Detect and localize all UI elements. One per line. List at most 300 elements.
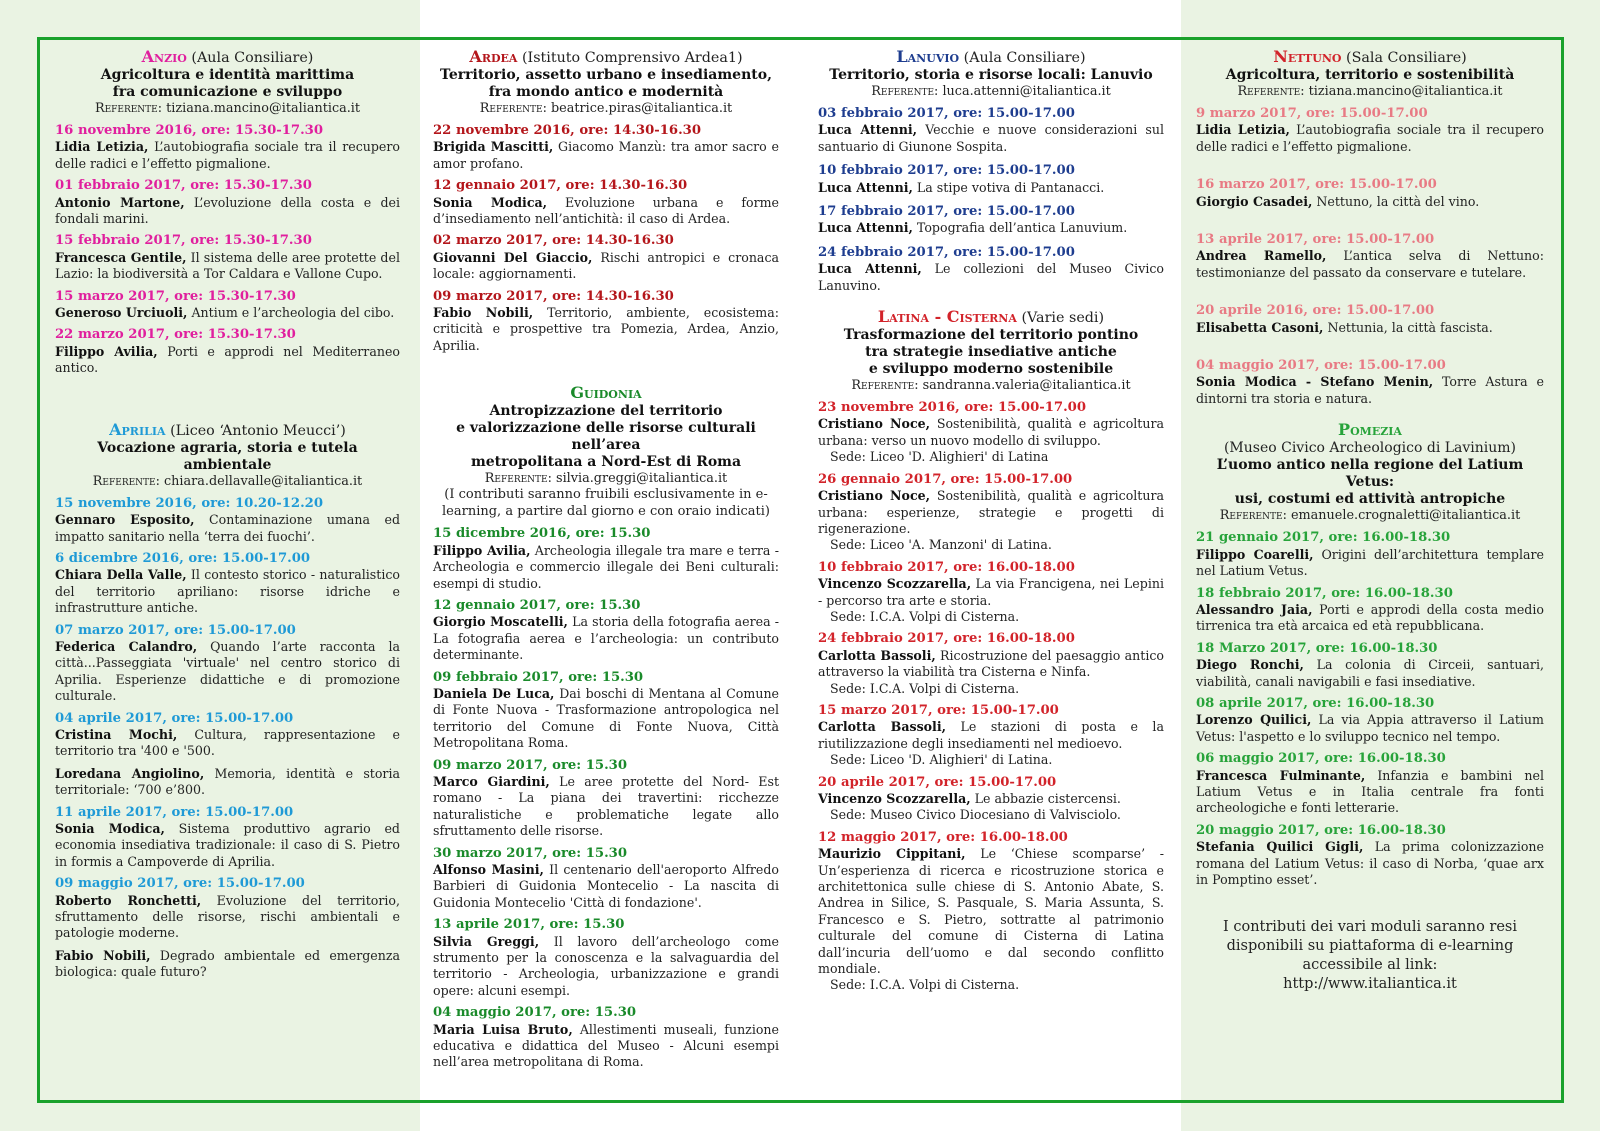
event-item xyxy=(1196,232,1544,281)
event-speaker: Stefania Quilici Gigli, xyxy=(1196,839,1364,855)
column-2 xyxy=(433,48,779,1085)
column-1 xyxy=(55,48,400,995)
city-name: Pomezia xyxy=(1338,420,1402,440)
event-speaker: Gennaro Esposito, xyxy=(55,512,195,528)
event-item xyxy=(818,631,1164,697)
event-date: 17 febbraio 2017, ore: 15.00-17.00 xyxy=(818,204,1075,220)
event-item xyxy=(818,703,1164,769)
section-subtitle: Agricoltura, territorio e sostenibilità xyxy=(1225,67,1515,83)
event-title: Porti e approdi nel Mediterraneo antico. xyxy=(55,343,400,376)
event-description xyxy=(55,344,400,375)
section-anzio xyxy=(55,48,400,377)
event-description xyxy=(1196,602,1544,633)
event-item xyxy=(55,123,400,172)
event-title: Giacomo Manzù: tra amor sacro e amor profano. xyxy=(433,139,779,171)
event-title: Ricostruzione del paesaggio antico attraverso la viabilità tra Cisterna e Ninfa. xyxy=(818,647,1164,680)
city-name: Nettuno xyxy=(1273,47,1342,66)
event-item xyxy=(55,327,400,376)
section-subtitle: Territorio, storia e risorse locali: Lanuvio xyxy=(829,67,1153,83)
section-heading xyxy=(433,48,779,67)
event-date: 09 marzo 2017, ore: 15.30 xyxy=(433,757,628,773)
event-item xyxy=(55,178,400,227)
event-description xyxy=(433,686,779,750)
event-date: 20 maggio 2017, ore: 16.00-18.30 xyxy=(1196,822,1446,838)
elearning-note: (I contributi saranno fruibili esclusivamente in e-learning, a partire dal giorno e con oraio indicati) xyxy=(442,487,770,519)
event-date: 15 dicembre 2016, ore: 15.30 xyxy=(433,526,651,542)
event-speaker: Giorgio Moscatelli, xyxy=(433,614,568,630)
event-item xyxy=(55,233,400,282)
event-title: Porti e approdi della costa medio tirrenica tra età arcaica ed età repubblicana. xyxy=(1196,601,1544,634)
event-date: 09 febbraio 2017, ore: 15.30 xyxy=(433,669,644,685)
referente-email: tiziana.mancino@italiantica.it xyxy=(1308,84,1503,99)
referente xyxy=(433,471,779,487)
city-name: Latina - Cisterna xyxy=(877,307,1017,327)
city-name: Aprilia xyxy=(109,419,166,439)
event-description xyxy=(818,122,1164,153)
event-item xyxy=(818,400,1164,466)
left-margin-band xyxy=(0,0,37,1131)
event-speaker: Vincenzo Scozzarella, xyxy=(818,791,971,806)
event-date: 12 maggio 2017, ore: 16.00-18.00 xyxy=(818,829,1068,845)
event-venue: Sede: Liceo 'A. Manzoni' di Latina. xyxy=(830,537,1052,553)
event-list xyxy=(433,123,779,354)
event-title: L’autobiografia sociale tra il recupero delle radici e l’effetto pigmalione. xyxy=(55,139,400,171)
footer-line: accessibile al link: xyxy=(1302,957,1438,974)
event-title: Le collezioni del Museo Civico Lanuvino. xyxy=(818,261,1164,293)
event-speaker: Andrea Ramello, xyxy=(1196,248,1327,264)
event-date: 20 aprile 2017, ore: 15.00-17.00 xyxy=(818,774,1057,790)
event-venue: Sede: I.C.A. Volpi di Cisterna. xyxy=(830,680,1020,696)
event-title: La colonia di Circeii, santuari, viabilità, canali navigabili e fasi insediative. xyxy=(1196,657,1544,689)
section-pomezia xyxy=(1196,421,1544,888)
event-title: Territorio, ambiente, ecosistema: criticità e prospettive tra Pomezia, Ardea, Anzio, Aprilia. xyxy=(433,305,779,353)
event-item xyxy=(55,623,400,705)
referente xyxy=(818,84,1164,100)
referente xyxy=(1196,84,1544,100)
section-subtitle: metropolitana a Nord-Est di Roma xyxy=(470,454,742,471)
section-subtitle: fra comunicazione e sviluppo xyxy=(112,84,343,100)
event-item xyxy=(433,1005,779,1071)
event-title: Il lavoro dell’archeologo come strumento per la conoscenza e la salvaguardia del territorio - Archeologia, urbanizzazione e grandi opere: alcuni esempi. xyxy=(433,933,779,998)
event-date: 18 Marzo 2017, ore: 16.00-18.30 xyxy=(1196,640,1438,656)
section-latina xyxy=(818,308,1164,994)
event-date: 06 maggio 2017, ore: 16.00-18.30 xyxy=(1196,751,1446,767)
event-speaker: Sonia Modica, xyxy=(433,194,548,210)
event-description xyxy=(55,567,400,615)
event-speaker: Diego Ronchi, xyxy=(1196,657,1304,673)
event-date: 23 novembre 2016, ore: 15.00-17.00 xyxy=(818,400,1087,416)
event-date: 26 gennaio 2017, ore: 15.00-17.00 xyxy=(818,471,1073,487)
section-subtitle: Territorio, assetto urbano e insediamento, xyxy=(440,67,772,83)
section-lanuvio xyxy=(818,48,1164,294)
referente xyxy=(55,101,400,117)
event-title: Quando l’arte racconta la città...Passeggiata 'virtuale' nel centro storico di Aprilia. Esperienze didattiche e di promozione culturale. xyxy=(55,638,400,704)
venue: (Museo Civico Archeologico di Lavinium) xyxy=(1223,440,1517,457)
event-speaker: Luca Attenni, xyxy=(818,179,913,195)
section-heading xyxy=(433,384,779,403)
event-description xyxy=(433,1022,779,1070)
event-description xyxy=(55,139,400,170)
event-title: Archeologia illegale tra mare e terra - Archeologia e commercio illegale dei Beni culturali: esempi di studio. xyxy=(433,542,779,591)
venue: (Aula Consiliare) xyxy=(963,50,1086,66)
referente-label: Referente: xyxy=(94,101,163,116)
event-title: Topografia dell’antica Lanuvium. xyxy=(916,220,1128,236)
event-item xyxy=(433,758,779,840)
referente-label: Referente: xyxy=(1237,84,1305,99)
event-title: Cultura, rappresentazione e territorio tra '400 e '500. xyxy=(55,726,400,759)
event-date: 10 febbraio 2017, ore: 15.00-17.00 xyxy=(818,163,1075,179)
footer-line: disponibili su piattaforma di e-learning xyxy=(1226,938,1514,955)
event-description xyxy=(818,180,1104,195)
event-speaker: Luca Attenni, xyxy=(818,261,922,277)
referente xyxy=(1196,508,1544,524)
event-date: 30 marzo 2017, ore: 15.30 xyxy=(433,845,628,861)
event-description xyxy=(818,791,1121,806)
event-list xyxy=(55,496,400,981)
event-item xyxy=(55,496,400,545)
event-description xyxy=(1196,122,1544,153)
event-date: 07 marzo 2017, ore: 15.00-17.00 xyxy=(55,622,296,638)
event-title: Evoluzione del territorio, sfruttamento delle risorse, rischi ambientali e patologie moderne. xyxy=(55,892,400,941)
event-list xyxy=(1196,530,1544,888)
event-list xyxy=(55,123,400,377)
event-title: Le aree protette del Nord- Est romano - La piana dei travertini: ricchezze naturalistiche e problematiche legate allo sfruttamento delle risorse. xyxy=(433,773,780,839)
event-description xyxy=(55,821,400,869)
event-item xyxy=(433,670,779,752)
event-title: Sostenibilità, qualità e agricoltura urbana: esperienze, strategie e progetti di rigenerazione. xyxy=(818,488,1165,536)
event-description xyxy=(55,250,400,281)
event-date: 6 dicembre 2016, ore: 15.00-17.00 xyxy=(55,550,311,566)
event-item xyxy=(433,233,779,282)
event-description xyxy=(818,719,1164,750)
event-speaker: Marco Giardini, xyxy=(433,773,550,789)
event-speaker: Daniela De Luca, xyxy=(433,685,555,701)
footer-note xyxy=(1196,918,1544,994)
event-date: 04 aprile 2017, ore: 15.00-17.00 xyxy=(55,710,294,726)
section-heading xyxy=(1196,421,1544,440)
event-speaker: Filippo Coarelli, xyxy=(1196,546,1314,562)
event-speaker: Silvia Greggi, xyxy=(433,933,540,949)
event-title: Memoria, identità e storia territoriale: ‘700 e’800. xyxy=(55,765,400,798)
event-title: La stipe votiva di Pantanacci. xyxy=(916,179,1105,195)
event-title: Dai boschi di Mentana al Comune di Fonte Nuova - Trasformazione antropologica nel territorio del Comune di Fonte Nuova, Città Metropolitana Roma. xyxy=(433,685,780,751)
event-title: Origini dell’architettura templare nel Latium Vetus. xyxy=(1196,546,1544,579)
event-item xyxy=(1196,823,1544,889)
event-title: Il contesto storico - naturalistico del territorio apriliano: risorse idriche e infrastrutture antiche. xyxy=(55,567,400,616)
section-subtitle: e sviluppo moderno sostenibile xyxy=(868,361,1114,378)
section-ardea xyxy=(433,48,779,354)
event-description xyxy=(818,576,1164,607)
event-title: Torre Astura e dintorni tra storia e natura. xyxy=(1196,374,1544,406)
event-date: 22 marzo 2017, ore: 15.30-17.30 xyxy=(55,327,296,343)
event-title: Le stazioni di posta e la riutilizzazione degli insediamenti nel medioevo. xyxy=(818,719,1164,751)
event-item xyxy=(1196,586,1544,635)
event-title: Il sistema delle aree protette del Lazio: la biodiversità a Tor Caldara e Vallone Cupo. xyxy=(55,249,400,282)
section-subtitle: fra mondo antico e modernità xyxy=(488,84,724,100)
event-speaker: Alfonso Masini, xyxy=(433,862,544,877)
event-title: Sistema produttivo agrario ed economia insediativa tradizionale: il caso di S. Pietro in formis a Campoverde di Aprilia. xyxy=(55,821,400,869)
event-description xyxy=(433,934,779,998)
event-date: 16 novembre 2016, ore: 15.30-17.30 xyxy=(55,123,324,138)
event-description xyxy=(1196,248,1544,279)
event-date: 9 marzo 2017, ore: 15.00-17.00 xyxy=(1196,106,1428,121)
event-item xyxy=(55,766,400,799)
section-subtitle: Vocazione agraria, storia e tutela ambientale xyxy=(97,439,358,473)
event-speaker: Sonia Modica, xyxy=(55,821,165,836)
section-subtitle: Antropizzazione del territorio xyxy=(489,403,723,420)
event-description xyxy=(818,488,1164,536)
event-description xyxy=(433,862,779,910)
event-title: La prima colonizzazione romana del Latium Vetus: il caso di Norba, ‘quae arx in Pomptino esset’. xyxy=(1196,839,1544,887)
event-speaker: Fabio Nobili, xyxy=(55,947,151,963)
event-speaker: Sonia Modica - Stefano Menin, xyxy=(1196,374,1434,390)
event-description xyxy=(433,305,779,353)
event-title: Antium e l’archeologia del cibo. xyxy=(191,305,395,321)
event-list xyxy=(818,400,1164,994)
event-date: 24 febbraio 2017, ore: 16.00-18.00 xyxy=(818,631,1075,647)
event-date: 22 novembre 2016, ore: 14.30-16.30 xyxy=(433,123,702,138)
event-venue: Sede: I.C.A. Volpi di Cisterna. xyxy=(830,977,1020,993)
referente-email: sandranna.valeria@italiantica.it xyxy=(922,378,1131,394)
event-date: 15 febbraio 2017, ore: 15.30-17.30 xyxy=(55,233,312,249)
event-description xyxy=(55,639,400,703)
event-title: Rischi antropici e cronaca locale: aggiornamenti. xyxy=(433,249,780,282)
event-title: Vecchie e nuove considerazioni sul santuario di Giunone Sospita. xyxy=(818,122,1164,154)
event-item xyxy=(55,805,400,871)
event-item xyxy=(433,598,779,664)
event-date: 16 marzo 2017, ore: 15.00-17.00 xyxy=(1196,177,1437,193)
event-item xyxy=(433,917,779,999)
event-date: 10 febbraio 2017, ore: 16.00-18.00 xyxy=(818,559,1075,575)
event-speaker: Lidia Letizia, xyxy=(1196,122,1290,138)
event-date: 01 febbraio 2017, ore: 15.30-17.30 xyxy=(55,178,312,194)
referente xyxy=(818,378,1164,394)
event-speaker: Luca Attenni, xyxy=(818,122,918,138)
event-speaker: Roberto Ronchetti, xyxy=(55,892,202,908)
event-title: Le abbazie cistercensi. xyxy=(974,791,1121,806)
event-speaker: Giovanni Del Giaccio, xyxy=(433,249,593,265)
event-speaker: Giorgio Casadei, xyxy=(1196,193,1313,209)
footer-line: I contributi dei vari moduli saranno resi xyxy=(1223,919,1517,936)
event-title: Nettuno, la città del vino. xyxy=(1316,193,1480,209)
event-item xyxy=(55,289,400,322)
section-heading xyxy=(818,48,1164,67)
city-name: Ardea xyxy=(469,47,518,66)
referente-label: Referente: xyxy=(851,378,919,394)
event-title: La via Appia attraverso il Latium Vetus: l'aspetto e lo sviluppo tecnico nel tempo. xyxy=(1196,712,1544,744)
referente-label: Referente: xyxy=(92,473,160,489)
event-title: L’evoluzione della costa e dei fondali marini. xyxy=(55,194,400,227)
event-title: Le ‘Chiese scomparse’ - Un’esperienza di ricerca e ricostruzione storica e architettonica sulle chiese di S. Antonio Abate, S. Andrea in Silice, S. Pasquale, S. Maria Assunta, S. Francesco e S. Pietro, sottratte al patrimonio culturale del comune di Cisterna di Latina dall’incuria dell’uomo e dal secondo conflitto mondiale. xyxy=(818,846,1164,977)
referente-email: beatrice.piras@italiantica.it xyxy=(550,101,733,116)
column-3 xyxy=(818,48,1164,1008)
event-item xyxy=(818,106,1164,155)
event-description xyxy=(1196,194,1479,209)
event-item xyxy=(1196,303,1544,336)
event-title: La storia della fotografia aerea - La fotografia aerea e l’archeologia: un contributo determinante. xyxy=(433,614,779,663)
event-description xyxy=(55,893,400,941)
event-item xyxy=(818,775,1164,824)
event-speaker: Alessandro Jaia, xyxy=(1196,601,1313,617)
event-speaker: Lidia Letizia, xyxy=(55,139,149,155)
event-description xyxy=(433,774,779,838)
event-description xyxy=(55,305,394,320)
event-description xyxy=(1196,839,1544,887)
event-date: 04 maggio 2017, ore: 15.00-17.00 xyxy=(1196,358,1446,374)
event-list xyxy=(818,106,1164,294)
event-item xyxy=(433,289,779,355)
footer-link[interactable]: http://www.italiantica.it xyxy=(1283,976,1457,993)
event-speaker: Cristiano Noce, xyxy=(818,488,931,504)
event-title: La via Francigena, nei Lepini - percorso tra arte e storia. xyxy=(818,576,1164,608)
event-date: 15 novembre 2016, ore: 10.20-12.20 xyxy=(55,495,324,511)
event-date: 13 aprile 2017, ore: 15.00-17.00 xyxy=(1196,232,1435,248)
city-name: Guidonia xyxy=(570,383,642,403)
event-item xyxy=(433,526,779,592)
section-subtitle: e valorizzazione delle risorse culturali nell’area xyxy=(456,420,756,454)
event-title: Il centenario dell'aeroporto Alfredo Barbieri di Guidonia Montecelio - La nascita di Guidonia Montecelio 'Città di fondazione'. xyxy=(433,862,779,910)
section-subtitle: Trasformazione del territorio pontino xyxy=(843,327,1139,344)
event-item xyxy=(818,560,1164,626)
event-date: 04 maggio 2017, ore: 15.30 xyxy=(433,1005,637,1021)
event-speaker: Generoso Urciuoli, xyxy=(55,305,188,321)
event-list xyxy=(433,526,779,1071)
event-date: 11 aprile 2017, ore: 15.00-17.00 xyxy=(55,804,294,820)
event-date: 21 gennaio 2017, ore: 16.00-18.30 xyxy=(1196,530,1451,546)
event-title: Degrado ambientale ed emergenza biologica: quale futuro? xyxy=(55,947,400,980)
event-date: 02 marzo 2017, ore: 14.30-16.30 xyxy=(433,233,674,249)
section-aprilia xyxy=(55,421,400,981)
referente-label: Referente: xyxy=(1219,508,1287,524)
city-name: Anzio xyxy=(141,47,187,66)
event-description xyxy=(818,220,1127,235)
event-description xyxy=(818,416,1164,447)
event-description xyxy=(1196,657,1544,688)
event-title: Sostenibilità, qualità e agricoltura urbana: verso un nuovo modello di sviluppo. xyxy=(818,416,1165,448)
event-speaker: Chiara Della Valle, xyxy=(55,567,187,583)
event-item xyxy=(818,472,1164,554)
event-description xyxy=(818,846,1164,976)
referente-email: chiara.dellavalle@italiantica.it xyxy=(164,473,363,489)
section-subtitle: tra strategie insediative antiche xyxy=(865,344,1117,361)
event-description xyxy=(433,543,779,591)
referente-label: Referente: xyxy=(484,471,552,487)
event-item xyxy=(55,551,400,617)
section-heading xyxy=(818,308,1164,327)
event-description xyxy=(55,512,400,543)
section-nettuno xyxy=(1196,48,1544,407)
event-date: 09 maggio 2017, ore: 15.00-17.00 xyxy=(55,876,305,892)
event-description xyxy=(55,195,400,226)
event-item xyxy=(433,178,779,227)
event-venue: Sede: I.C.A. Volpi di Cisterna. xyxy=(830,608,1020,624)
event-speaker: Vincenzo Scozzarella, xyxy=(818,576,972,592)
event-date: 08 aprile 2017, ore: 16.00-18.30 xyxy=(1196,695,1435,711)
event-date: 09 marzo 2017, ore: 14.30-16.30 xyxy=(433,288,674,304)
event-title: Infanzia e bambini nel Latium Vetus e in Italia centrale fra fonti archeologiche e fonti letterarie. xyxy=(1196,767,1544,816)
event-description xyxy=(1196,374,1544,405)
event-title: L’autobiografia sociale tra il recupero delle radici e l’effetto pigmalione. xyxy=(1196,122,1544,154)
event-venue: Sede: Liceo 'D. Alighieri' di Latina xyxy=(830,449,1049,465)
venue: (Sala Consiliare) xyxy=(1346,50,1467,66)
event-date: 18 febbraio 2017, ore: 16.00-18.30 xyxy=(1196,585,1453,601)
event-speaker: Cristina Mochi, xyxy=(55,726,178,742)
event-item xyxy=(818,830,1164,994)
event-date: 15 marzo 2017, ore: 15.30-17.30 xyxy=(55,288,296,304)
event-description xyxy=(1196,320,1493,335)
event-speaker: Carlotta Bassoli, xyxy=(818,647,936,663)
referente-email: tiziana.mancino@italiantica.it xyxy=(166,101,361,116)
event-description xyxy=(818,261,1164,292)
event-speaker: Francesca Fulminante, xyxy=(1196,767,1366,783)
event-speaker: Fabio Nobili, xyxy=(433,305,534,321)
column-4 xyxy=(1196,48,1544,994)
event-speaker: Filippo Avilia, xyxy=(433,542,531,558)
event-item xyxy=(818,204,1164,237)
event-title: Contaminazione umana ed impatto sanitario nella ‘terra dei fuochi’. xyxy=(55,512,401,544)
event-speaker: Maria Luisa Bruto, xyxy=(433,1021,573,1037)
section-guidonia xyxy=(433,384,779,1071)
section-subtitle: L’uomo antico nella regione del Latium Vetus: xyxy=(1216,457,1524,491)
venue: (Liceo ‘Antonio Meucci’) xyxy=(170,422,346,439)
referente-email: emanuele.crognaletti@italiantica.it xyxy=(1290,508,1521,524)
event-title: Evoluzione urbana e forme d’insediamento nell’antichità: il caso di Ardea. xyxy=(433,194,779,227)
event-venue: Sede: Liceo 'D. Alighieri' di Latina. xyxy=(830,752,1053,768)
event-item xyxy=(55,948,400,981)
event-speaker: Maurizio Cippitani, xyxy=(818,846,966,862)
event-date: 03 febbraio 2017, ore: 15.00-17.00 xyxy=(818,106,1075,121)
event-item xyxy=(1196,106,1544,155)
event-item xyxy=(1196,641,1544,690)
event-item xyxy=(1196,530,1544,579)
event-item xyxy=(1196,751,1544,817)
referente-email: luca.attenni@italiantica.it xyxy=(942,84,1111,99)
event-item xyxy=(1196,696,1544,745)
section-heading xyxy=(55,48,400,67)
event-title: Nettunia, la città fascista. xyxy=(1327,319,1493,335)
event-speaker: Filippo Avilia, xyxy=(55,343,158,359)
venue: (Aula Consiliare) xyxy=(191,50,314,66)
event-date: 15 marzo 2017, ore: 15.00-17.00 xyxy=(818,702,1059,718)
section-subtitle: usi, costumi ed attività antropiche xyxy=(1234,491,1506,508)
event-speaker: Loredana Angiolino, xyxy=(55,765,205,781)
event-list xyxy=(1196,106,1544,407)
event-item xyxy=(1196,177,1544,210)
event-speaker: Federica Calandro, xyxy=(55,638,198,654)
event-item xyxy=(433,123,779,172)
event-description xyxy=(1196,768,1544,816)
event-description xyxy=(55,727,400,758)
event-description xyxy=(55,766,400,797)
event-speaker: Elisabetta Casoni, xyxy=(1196,319,1324,335)
event-date: 12 gennaio 2017, ore: 15.30 xyxy=(433,597,641,613)
section-heading xyxy=(55,421,400,440)
venue: (Istituto Comprensivo Ardea1) xyxy=(521,50,743,66)
event-date: 20 aprile 2016, ore: 15.00-17.00 xyxy=(1196,303,1435,319)
event-date: 24 febbraio 2017, ore: 15.00-17.00 xyxy=(818,244,1075,260)
referente xyxy=(55,474,400,490)
referente-label: Referente: xyxy=(479,101,547,116)
section-subtitle: Agricoltura e identità marittima xyxy=(100,67,355,83)
venue: (Varie sedi) xyxy=(1021,310,1105,327)
event-item xyxy=(818,245,1164,294)
event-title: Allestimenti museali, funzione educativa e didattica del Museo - Alcuni esempi nell’area metropolitana di Roma. xyxy=(433,1021,779,1070)
event-description xyxy=(433,614,779,662)
referente-label: Referente: xyxy=(871,84,939,99)
section-heading xyxy=(1196,48,1544,67)
event-venue: Sede: Museo Civico Diocesiano di Valvisciolo. xyxy=(830,807,1121,823)
event-description xyxy=(433,139,779,170)
